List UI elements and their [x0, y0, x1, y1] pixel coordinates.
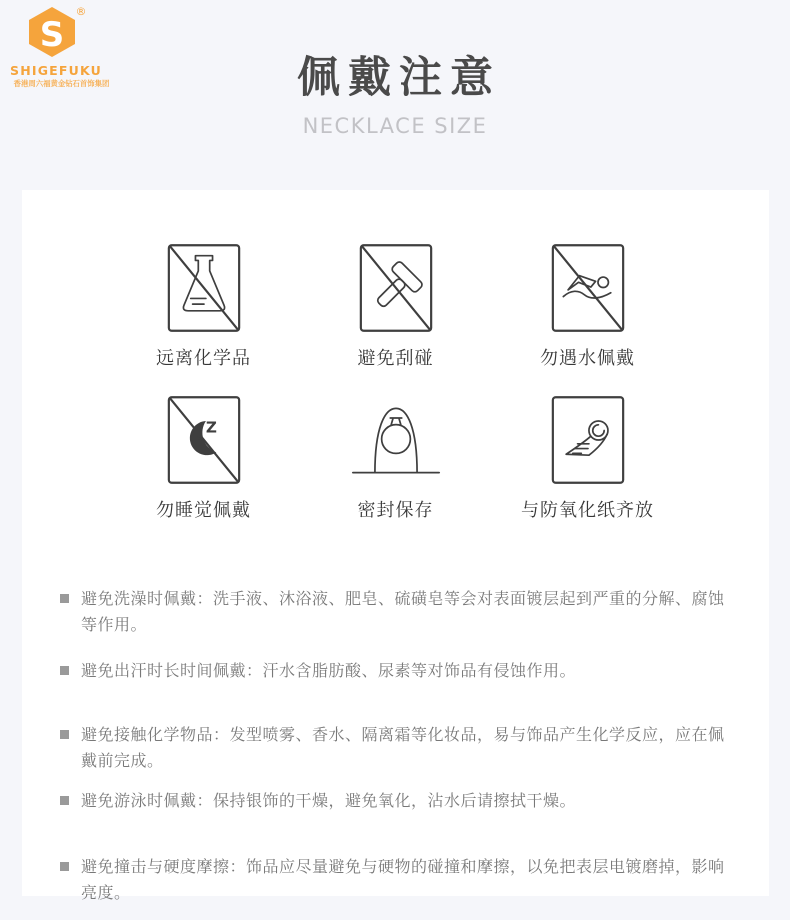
no-knock-hammer-icon	[358, 242, 434, 334]
page-subtitle: NECKLACE SIZE	[302, 114, 488, 138]
note-item	[60, 722, 729, 774]
content-card	[22, 190, 769, 902]
svg-text:Z: Z	[205, 418, 217, 437]
no-swimming-icon	[550, 242, 626, 334]
care-notes-list	[22, 586, 769, 906]
brand-company-name: 香港周六福黄金钻石首饰集团	[13, 79, 110, 89]
note-item	[60, 658, 729, 684]
brand-logo	[10, 6, 110, 89]
square-bullet-icon	[60, 666, 69, 675]
note-item	[60, 854, 729, 906]
care-item-no-sleep	[108, 394, 300, 522]
note-item	[60, 788, 729, 814]
note-text: 避免撞击与硬度摩擦：饰品应尽量避免与硬物的碰撞和摩擦，以免把表层电镀磨掉，影响亮度。	[81, 857, 725, 902]
note-text: 避免洗澡时佩戴：洗手液、沐浴液、肥皂、硫磺皂等会对表面镀层起到严重的分解、腐蚀等作用。	[81, 589, 725, 634]
svg-text:S: S	[39, 15, 65, 55]
care-item-no-knock	[300, 242, 492, 370]
note-text: 避免出汗时长时间佩戴：汗水含脂肪酸、尿素等对饰品有侵蚀作用。	[81, 661, 577, 680]
no-sleeping-icon	[166, 394, 242, 486]
svg-text:z: z	[196, 433, 202, 444]
note-item	[60, 586, 729, 638]
note-text: 避免游泳时佩戴：保持银饰的干燥，避免氧化，沾水后请擦拭干燥。	[81, 791, 577, 810]
page-title: 佩戴注意	[297, 53, 501, 103]
care-item-antioxidation-paper	[492, 394, 684, 522]
care-item-label: 密封保存	[357, 500, 434, 521]
hexagon-s-logo-icon	[25, 6, 87, 58]
square-bullet-icon	[60, 730, 69, 739]
care-item-label: 远离化学品	[156, 348, 251, 369]
note-text: 避免接触化学物品：发型喷雾、香水、隔离霜等化妆品，易与饰品产生化学反应，应在佩戴前完成。	[81, 725, 725, 770]
care-item-sealed	[300, 394, 492, 522]
care-item-no-chemicals	[108, 242, 300, 370]
sealed-storage-icon	[350, 394, 442, 486]
care-item-no-water	[492, 242, 684, 370]
anti-oxidation-paper-icon	[550, 394, 626, 486]
square-bullet-icon	[60, 796, 69, 805]
square-bullet-icon	[60, 862, 69, 871]
care-item-label: 勿遇水佩戴	[540, 348, 635, 369]
care-item-label: 与防氧化纸齐放	[521, 500, 654, 521]
section-header	[0, 0, 790, 138]
care-item-label: 勿睡觉佩戴	[156, 500, 251, 521]
square-bullet-icon	[60, 594, 69, 603]
care-item-label: 避免刮碰	[357, 348, 434, 369]
registered-mark: ®	[75, 6, 87, 18]
no-chemicals-icon	[166, 242, 242, 334]
care-icon-grid	[22, 190, 769, 522]
brand-name: SHIGEFUKU	[10, 62, 103, 78]
